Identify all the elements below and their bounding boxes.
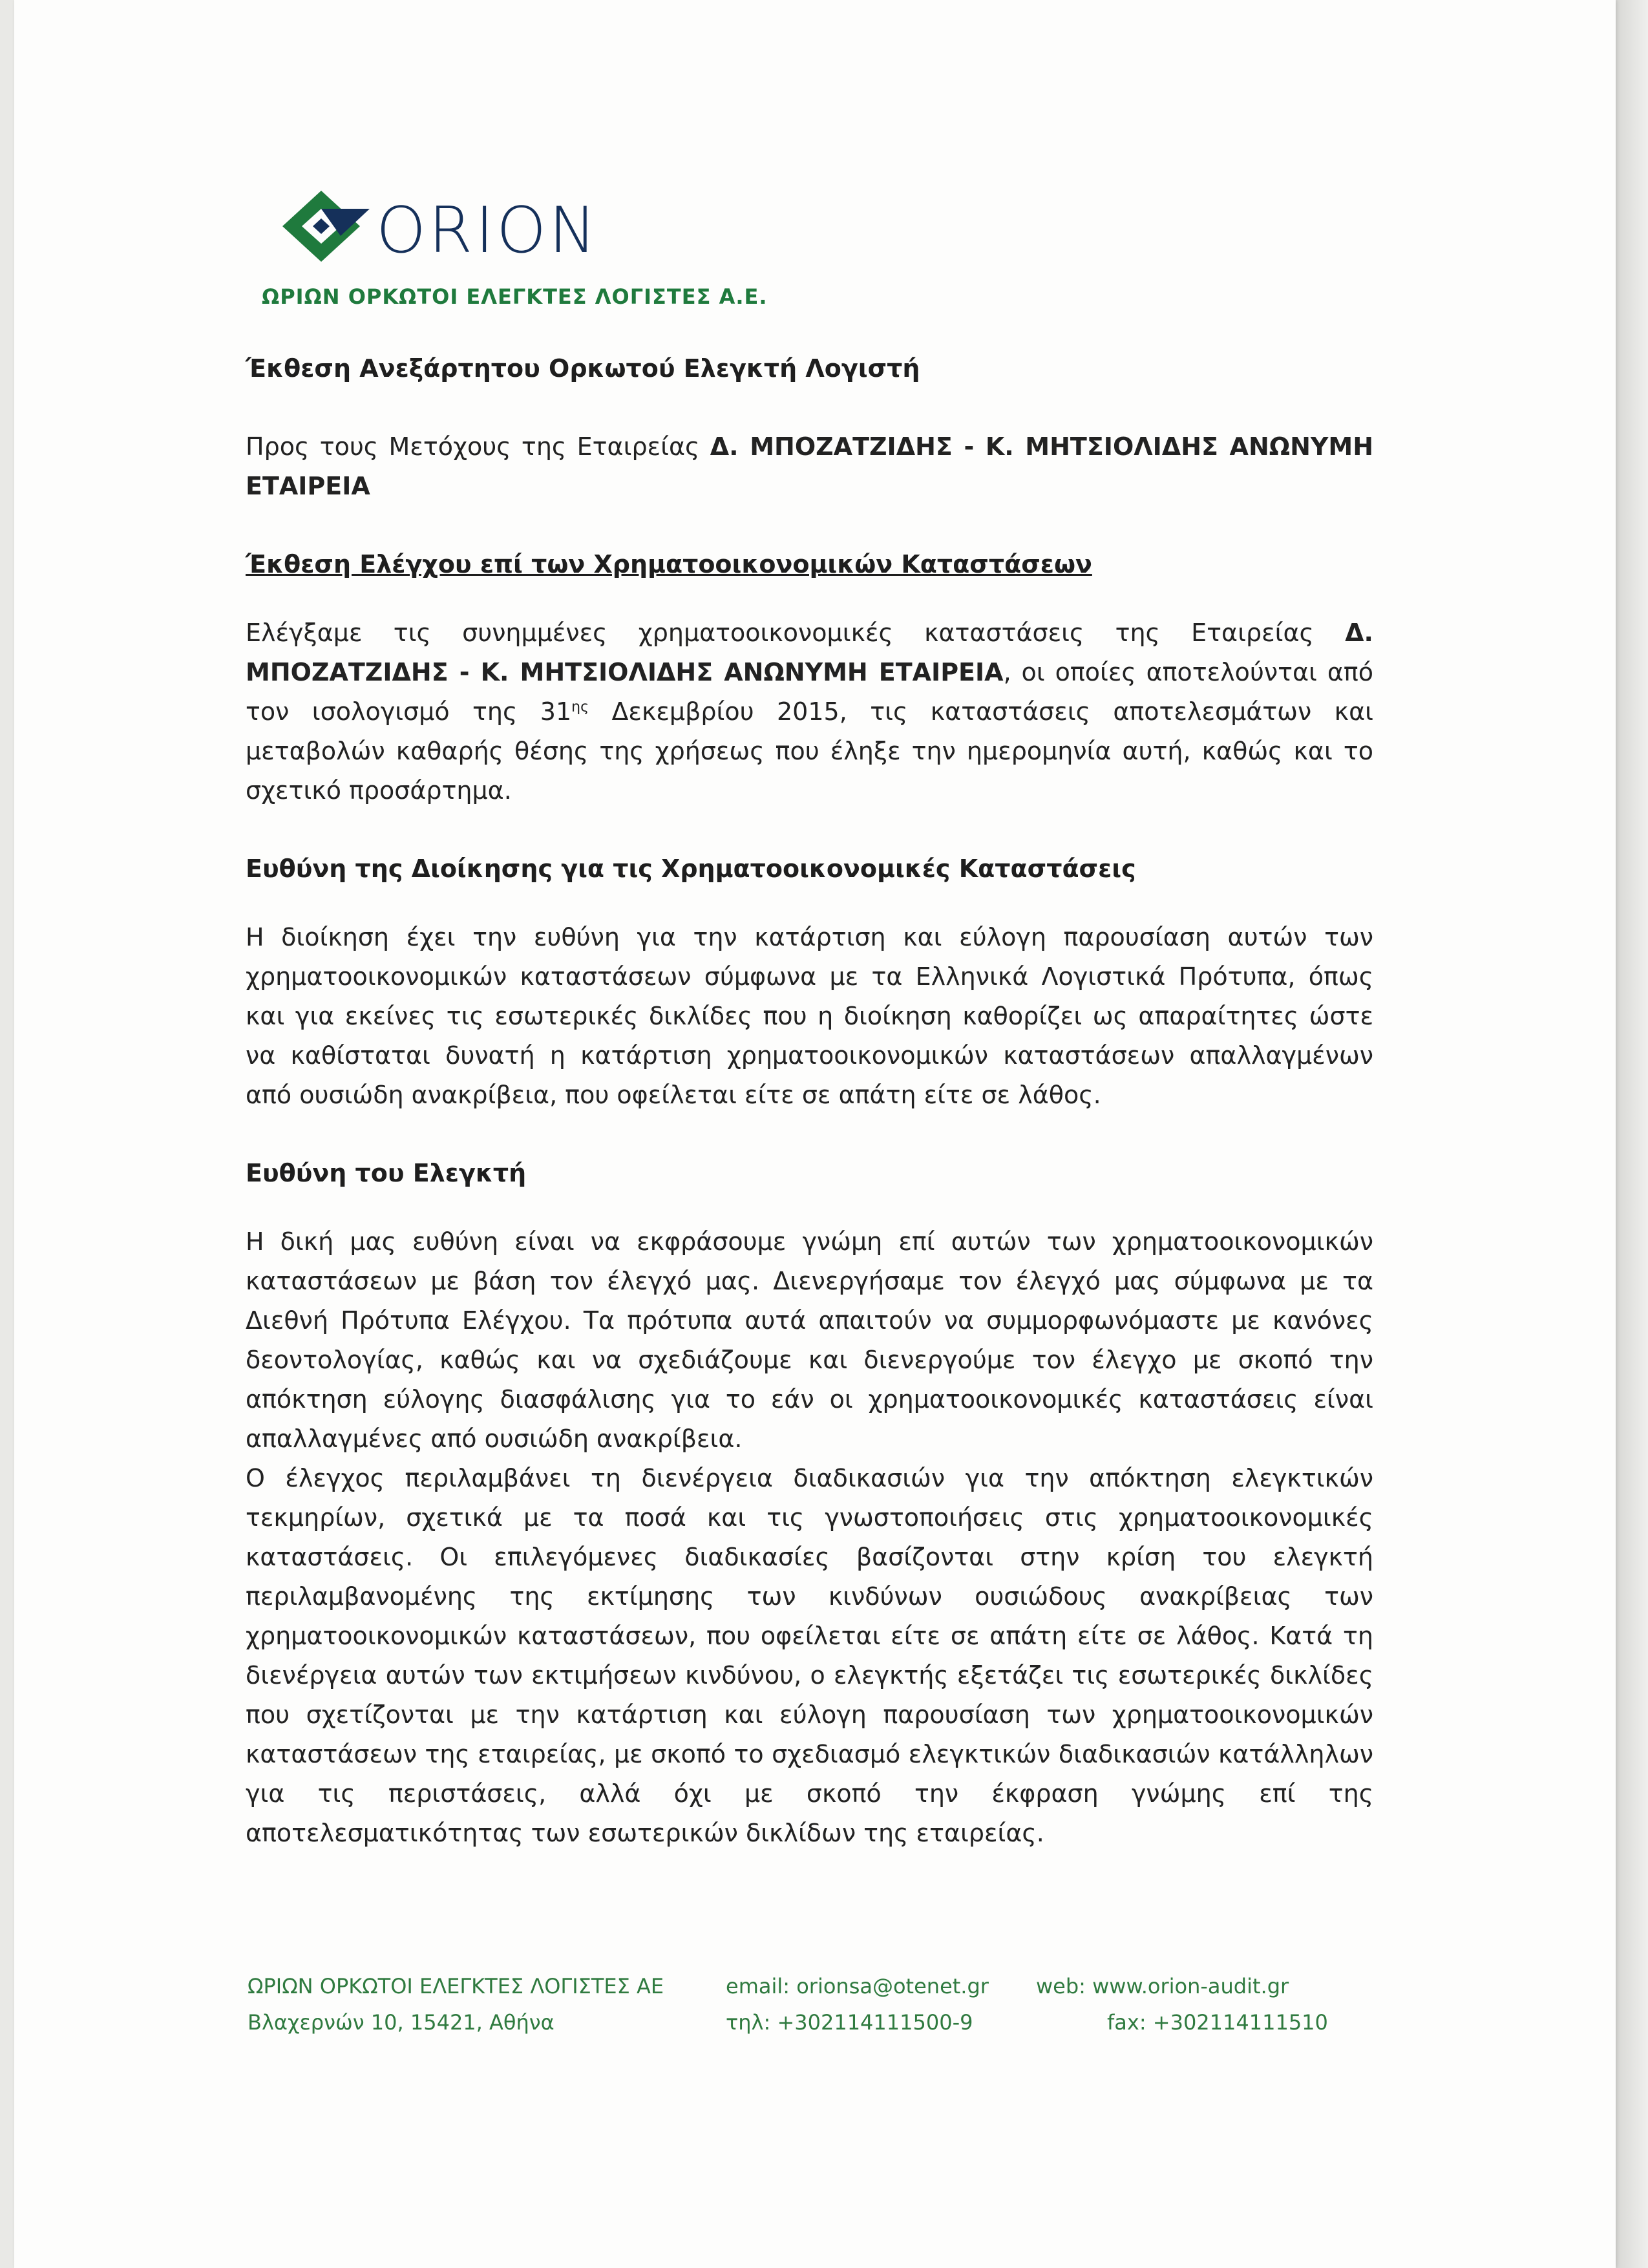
company-name-line: ΩΡΙΩΝ ΟΡΚΩΤΟΙ ΕΛΕΓΚΤΕΣ ΛΟΓΙΣΤΕΣ Α.Ε. bbox=[262, 284, 768, 309]
logo-wordmark: ORION bbox=[376, 194, 599, 268]
orion-logo bbox=[279, 184, 641, 268]
addressee-prefix: Προς τους Μετόχους της Εταιρείας bbox=[246, 432, 710, 461]
section-audit-title: Έκθεση Ελέγχου επί των Χρηματοοικονομικών Καταστάσεων bbox=[246, 550, 1092, 578]
footer-email[interactable]: email: orionsa@otenet.gr bbox=[726, 1974, 989, 1998]
section-auditor-title: Ευθύνη του Ελεγκτή bbox=[246, 1159, 527, 1187]
footer-company: ΩΡΙΩΝ ΟΡΚΩΤΟΙ ΕΛΕΓΚΤΕΣ ΛΟΓΙΣΤΕΣ ΑΕ bbox=[248, 1974, 664, 1998]
report-body bbox=[246, 349, 1373, 1853]
footer-address: Βλαχερνών 10, 15421, Αθήνα bbox=[248, 2010, 555, 2035]
addressee bbox=[246, 427, 1373, 506]
audit-company: Δ. ΜΠΟΖΑΤΖΙΔΗΣ - Κ. ΜΗΤΣΙΟΛΙΔΗΣ ΑΝΩΝΥΜΗ ΕΤΑΙΡΕΙΑ bbox=[246, 619, 1373, 686]
section-management-paragraph: Η διοίκηση έχει την ευθύνη για την κατάρτιση και εύλογη παρουσίαση αυτών των χρηματοοικονομικών καταστάσεων σύμφωνα με τα Ελληνικά Λογιστικά Πρότυπα, όπως και για εκείνες τις εσωτερικές δικλίδες που η διοίκηση καθορίζει ως απαραίτητες ώστε να καθίσταται δυνατή η κατάρτιση χρηματοοικονομικών καταστάσεων απαλλαγμένων από ουσιώδη ανακρίβεια, που οφείλεται είτε σε απάτη είτε σε λάθος. bbox=[246, 923, 1373, 1109]
section-auditor-paragraph-1: Η δική μας ευθύνη είναι να εκφράσουμε γνώμη επί αυτών των χρηματοοικονομικών καταστάσεων με βάση τον έλεγχό μας. Διενεργήσαμε τον έλεγχό μας σύμφωνα με τα Διεθνή Πρότυπα Ελέγχου. Τα πρότυπα αυτά απαιτούν να συμμορφωνόμαστε με κανόνες δεοντολογίας, καθώς και να σχεδιάζουμε και διενεργούμε τον έλεγχο με σκοπό την απόκτηση εύλογης διασφάλισης για το εάν οι χρηματοοικονομικές καταστάσεις είναι απαλλαγμένες από ουσιώδη ανακρίβεια. bbox=[246, 1227, 1373, 1453]
audit-text-b: , οι οποίες αποτελούνται από τον ισολογισμό της 31 bbox=[246, 658, 1374, 726]
footer-web[interactable]: web: www.orion-audit.gr bbox=[1036, 1974, 1289, 1998]
footer-phone: τηλ: +302114111500-9 bbox=[726, 2010, 973, 2035]
footer-web-block bbox=[1036, 1968, 1328, 2040]
footer-fax: fax: +302114111510 bbox=[1107, 2010, 1328, 2035]
addressee-company: Δ. ΜΠΟΖΑΤΖΙΔΗΣ - Κ. ΜΗΤΣΙΟΛΙΔΗΣ ΑΝΩΝΥΜΗ ΕΤΑΙΡΕΙΑ bbox=[246, 432, 1374, 500]
report-title: Έκθεση Ανεξάρτητου Ορκωτού Ελεγκτή Λογιστή bbox=[246, 354, 920, 383]
scan-edge bbox=[1616, 0, 1648, 2268]
audit-text-a: Ελέγξαμε τις συνημμένες χρηματοοικονομικές καταστάσεις της Εταιρείας bbox=[246, 619, 1346, 647]
footer-company-block bbox=[248, 1968, 664, 2040]
footer-contact-block bbox=[726, 1968, 989, 2040]
section-audit-paragraph bbox=[246, 613, 1373, 811]
section-auditor-paragraph-2: Ο έλεγχος περιλαμβάνει τη διενέργεια διαδικασιών για την απόκτηση ελεγκτικών τεκμηρίων, σχετικά με τα ποσά και τις γνωστοποιήσεις στις χρηματοοικονομικές καταστάσεις. Οι επιλεγόμενες διαδικασίες βασίζονται στην κρίση του ελεγκτή περιλαμβανομένης της εκτίμησης των κινδύνων ουσιώδους ανακρίβειας των χρηματοοικονομικών καταστάσεων, που οφείλεται είτε σε απάτη είτε σε λάθος. Κατά τη διενέργεια αυτών των εκτιμήσεων κινδύνου, ο ελεγκτής εξετάζει τις εσωτερικές δικλίδες που σχετίζονται με την κατάρτιση και εύλογη παρουσίαση των χρηματοοικονομικών καταστάσεων της εταιρείας, με σκοπό το σχεδιασμό ελεγκτικών διαδικασιών κατάλληλων για τις περιστάσεις, αλλά όχι με σκοπό την έκφραση γνώμης επί της αποτελεσματικότητας των εσωτερικών δικλίδων της εταιρείας. bbox=[246, 1464, 1373, 1847]
audit-text-c: Δεκεμβρίου 2015, τις καταστάσεις αποτελεσμάτων και μεταβολών καθαρής θέσης της χρήσεως που έληξε την ημερομηνία αυτή, καθώς και το σχετικό προσάρτημα. bbox=[246, 697, 1373, 805]
section-management-title: Ευθύνη της Διοίκησης για τις Χρηματοοικονομικές Καταστάσεις bbox=[246, 854, 1136, 883]
audit-text-sup: ης bbox=[571, 699, 589, 715]
